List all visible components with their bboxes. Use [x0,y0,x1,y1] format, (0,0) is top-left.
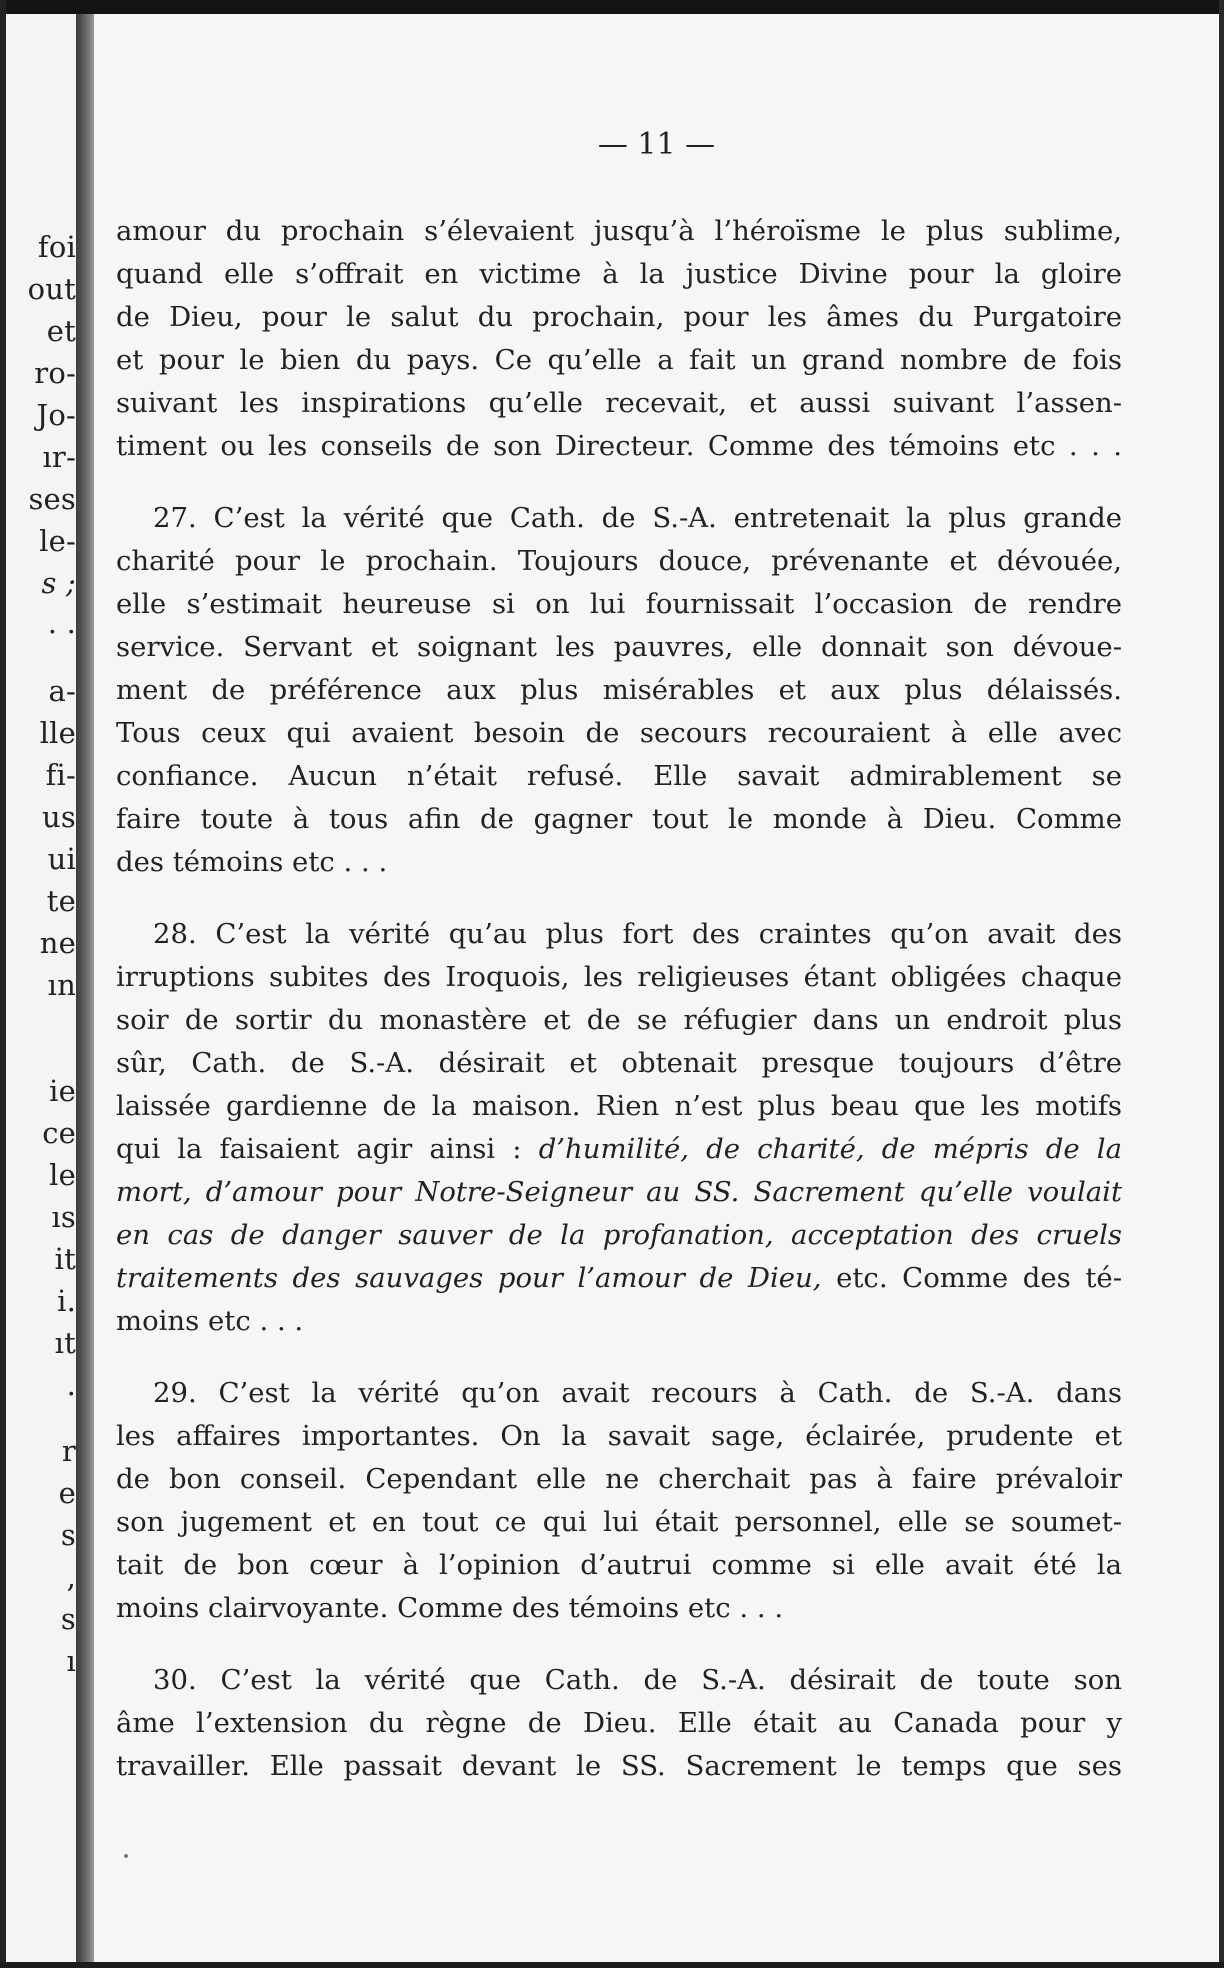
prev-page-line: . [66,1368,76,1402]
text-line: Tous ceux qui avaient besoin de secours recouraient à elle avec [116,717,1122,749]
text-line: confiance. Aucun n’était refusé. Elle savait admirablement se [116,760,1122,792]
text-run: etc. Comme des té- [821,1262,1122,1294]
page-number: — 11 — [597,127,716,162]
book-gutter [76,14,94,1964]
text-line: 29. C’est la vérité qu’on avait recours à Cath. de S.-A. dans [153,1377,1122,1409]
prev-page-line: Jo- [36,398,76,432]
text-line: moins etc . . . [116,1305,304,1337]
text-line: de bon conseil. Cependant elle ne cherchait pas à faire prévaloir [116,1463,1122,1495]
text-line: les affaires importantes. On la savait sage, éclairée, prudente et [116,1420,1122,1452]
prev-page-line: s [60,1602,76,1636]
text-line: son jugement et en tout ce qui lui était personnel, elle se soumet- [116,1506,1122,1538]
text-line: suivant les inspirations qu’elle recevait, et aussi suivant l’assen- [116,387,1122,419]
prev-page-line: ın [47,968,76,1002]
prev-page-line: le [49,1158,76,1192]
text-line: 27. C’est la vérité que Cath. de S.-A. entretenait la plus grande [153,502,1122,534]
scan-right-border [1219,0,1224,1968]
text-line: mort, d’amour pour Notre-Seigneur au SS. Sacrement qu’elle voulait [116,1176,1122,1208]
text-line: travailler. Elle passait devant le SS. Sacrement le temps que ses [116,1750,1122,1782]
paragraph-27 [116,497,1122,884]
paragraph-30 [116,1659,1122,1788]
prev-page-line: le- [39,524,76,558]
text-line: timent ou les conseils de son Directeur. Comme des témoins etc . . . [116,430,1122,462]
prev-page-line: it [54,1242,76,1276]
text-line: moins clairvoyante. Comme des témoins etc . . . [116,1592,784,1624]
text-line: en cas de danger sauver de la profanation, acceptation des cruels [116,1219,1122,1251]
prev-page-line: ce [42,1116,76,1150]
paragraph-continuation [116,210,1122,468]
text-line: faire toute à tous afin de gagner tout le monde à Dieu. Comme [116,803,1122,835]
text-line: ment de préférence aux plus misérables et aux plus délaissés. [116,674,1122,706]
text-line: et pour le bien du pays. Ce qu’elle a fait un grand nombre de fois [116,344,1122,376]
prev-page-line: foi [37,230,76,264]
text-line: quand elle s’offrait en victime à la justice Divine pour la gloire [116,258,1122,290]
text-line: 28. C’est la vérité qu’au plus fort des craintes qu’on avait des [153,918,1122,950]
prev-page-line: et [46,314,76,348]
text-line: sûr, Cath. de S.-A. désirait et obtenait presque toujours d’être [116,1047,1122,1079]
prev-page-line: a- [48,674,76,708]
scan-top-border [0,0,1224,14]
prev-page-line: ır- [42,440,76,474]
prev-page-line: s ; [41,566,76,600]
prev-page-line: ui [47,842,76,876]
text-line [116,1128,1122,1171]
paragraph-29 [116,1372,1122,1630]
italic-run: traitements des sauvages pour l’amour de Dieu, [116,1262,822,1294]
text-line: elle s’estimait heureuse si on lui fournissait l’occasion de rendre [116,588,1122,620]
prev-page-line: . . [47,606,76,640]
previous-page-fragment [6,14,76,1964]
text-line: tait de bon cœur à l’opinion d’autrui comme si elle avait été la [116,1549,1122,1581]
prev-page-line: i. [57,1284,76,1318]
prev-page-line: ıt [54,1326,76,1360]
prev-page-line: e [58,1476,76,1510]
italic-run: d’humilité, de charité, de mépris de la [538,1133,1122,1165]
text-line: 30. C’est la vérité que Cath. de S.-A. désirait de toute son [153,1664,1122,1696]
text-run: qui la faisaient agir ainsi : [116,1133,539,1165]
prev-page-line: lle [39,716,76,750]
text-line: charité pour le prochain. Toujours douce, prévenante et dévouée, [116,545,1122,577]
text-line: des témoins etc . . . [116,846,388,878]
prev-page-line: te [46,884,76,918]
paper-speck [124,1854,128,1858]
text-line: âme l’extension du règne de Dieu. Elle était au Canada pour y [116,1707,1122,1739]
text-line: laissée gardienne de la maison. Rien n’est plus beau que les motifs [116,1090,1122,1122]
page-body [116,210,1122,1817]
prev-page-line: out [27,272,76,306]
prev-page-line: s [60,1518,76,1552]
text-line: de Dieu, pour le salut du prochain, pour les âmes du Purgatoire [116,301,1122,333]
text-line: soir de sortir du monastère et de se réfugier dans un endroit plus [116,1004,1122,1036]
text-line: irruptions subites des Iroquois, les religieuses étant obligées chaque [116,961,1122,993]
scan-bottom-border [0,1962,1224,1968]
prev-page-line: ses [28,482,76,516]
prev-page-line: fi- [45,758,76,792]
paragraph-28 [116,913,1122,1343]
page-11 [94,14,1219,1964]
prev-page-line: , [66,1560,76,1594]
prev-page-line: ı [66,1644,76,1678]
text-line: service. Servant et soignant les pauvres, elle donnait son dévoue- [116,631,1122,663]
prev-page-line: r [61,1434,76,1468]
prev-page-line: us [42,800,76,834]
prev-page-line: ıs [51,1200,76,1234]
prev-page-line: ie [49,1074,76,1108]
text-line: amour du prochain s’élevaient jusqu’à l’héroïsme le plus sublime, [116,215,1122,247]
prev-page-line: ro- [34,356,76,390]
prev-page-line: ne [39,926,76,960]
text-line [116,1257,1122,1300]
